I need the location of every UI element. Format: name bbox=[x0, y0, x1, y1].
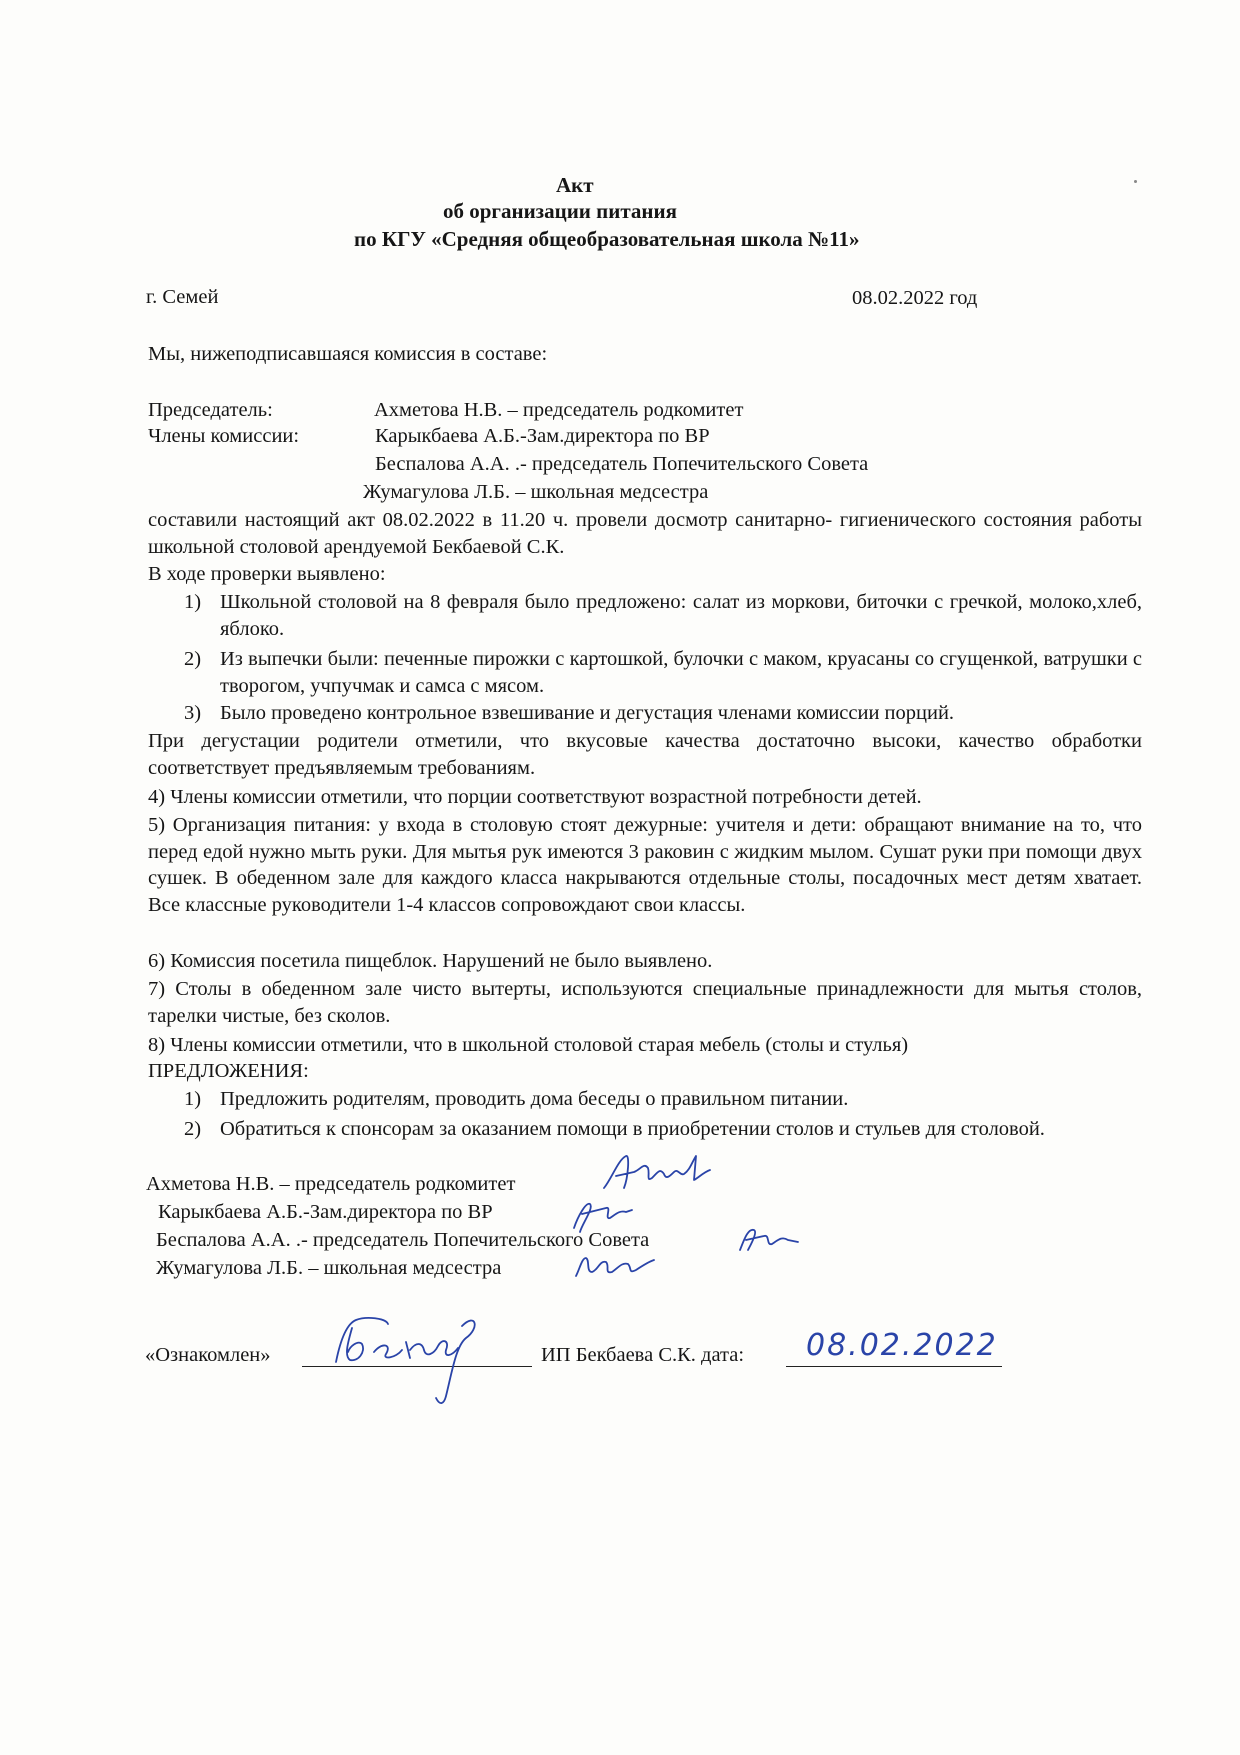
ack-signature bbox=[326, 1302, 496, 1412]
date: 08.02.2022 год bbox=[852, 287, 978, 309]
list-item-number: 3) bbox=[184, 702, 202, 724]
school-name: по КГУ «Средняя общеобразовательная школа №11» bbox=[354, 227, 860, 251]
paragraph-7: 7) Столы в обеденном зале чисто вытерты, используются специальные принадлежности для мытья столов, тарелки чистые, без сколов. bbox=[148, 978, 1142, 1027]
paragraph-8: 8) Члены комиссии отметили, что в школьной столовой старая мебель (столы и стулья) bbox=[148, 1034, 909, 1056]
list-item bbox=[184, 1116, 1142, 1143]
acknowledged-label: «Ознакомлен» bbox=[145, 1344, 271, 1366]
intro-text: Мы, нижеподписавшаяся комиссия в составе: bbox=[148, 343, 548, 365]
paragraph-3: При дегустации родители отметили, что вкусовые качества достаточно высоки, качество обработки соответствует предъявляемым требованиям. bbox=[148, 730, 1142, 779]
list-item bbox=[184, 589, 1142, 642]
list-item-number: 2) bbox=[184, 648, 202, 670]
paragraph-1: составили настоящий акт 08.02.2022 в 11.20 ч. провели досмотр санитарно- гигиенического состояния работы школьной столовой арендуемой Бекбаевой С.К. bbox=[148, 509, 1142, 558]
document-subtitle: об организации питания bbox=[443, 199, 677, 223]
acknowledger-name: ИП Бекбаева С.К. дата: bbox=[541, 1344, 745, 1366]
chair-name: Ахметова Н.В. – председатель родкомитет bbox=[374, 399, 744, 421]
member-2: Беспалова А.А. .- председатель Попечительского Совета bbox=[375, 453, 869, 475]
proposals-heading: ПРЕДЛОЖЕНИЯ: bbox=[148, 1060, 309, 1082]
list-item-text: Было проведено контрольное взвешивание и дегустация членами комиссии порций. bbox=[220, 702, 955, 724]
list-item-number: 1) bbox=[184, 1088, 202, 1110]
list-item-number: 1) bbox=[184, 591, 202, 613]
list-item bbox=[184, 1086, 1142, 1113]
scan-speck bbox=[1134, 180, 1137, 183]
date-underline bbox=[786, 1366, 1002, 1367]
place: г. Семей bbox=[146, 286, 219, 308]
list-item-text: Школьной столовой на 8 февраля было предложено: салат из моркови, биточки с гречкой, молоко,хлеб, яблоко. bbox=[220, 591, 1142, 640]
list-item-text: Предложить родителям, проводить дома беседы о правильном питании. bbox=[220, 1088, 849, 1110]
document-title: Акт bbox=[556, 173, 594, 197]
chair-label: Председатель: bbox=[148, 399, 273, 421]
paragraph-2: В ходе проверки выявлено: bbox=[148, 563, 386, 585]
paragraph-5: 5) Организация питания: у входа в столовую стоят дежурные: учителя и дети: обращают внимание на то, что перед едой нужно мыть руки. Для мытья рук имеются 3 раковин с жидким мылом. Сушат руки при помощи двух сушек. В обеденном зале для каждого класса накрываются отдельные столы, посадочных мест детям хватает. Все классные руководители 1-4 классов сопровождают свои классы. bbox=[148, 814, 1142, 916]
list-item-text: Из выпечки были: печенные пирожки с картошкой, булочки с маком, круасаны со сгущенкой, ватрушки с творогом, учпучмак и самса с мясом. bbox=[220, 648, 1142, 697]
list-item-number: 2) bbox=[184, 1118, 202, 1140]
signature-4 bbox=[570, 1246, 660, 1286]
list-item bbox=[184, 700, 1142, 727]
handwritten-date: 08.02.2022 bbox=[806, 1328, 998, 1363]
signatory-2: Карыкбаева А.Б.-Зам.директора по ВР bbox=[158, 1201, 493, 1223]
list-item-text: Обратиться к спонсорам за оказанием помощи в приобретении столов и стульев для столовой. bbox=[220, 1118, 1045, 1140]
member-3: Жумагулова Л.Б. – школьная медсестра bbox=[363, 481, 709, 503]
member-1: Карыкбаева А.Б.-Зам.директора по ВР bbox=[375, 425, 710, 447]
signature-2 bbox=[568, 1190, 638, 1240]
signatory-4: Жумагулова Л.Б. – школьная медсестра bbox=[156, 1257, 502, 1279]
list-item bbox=[184, 646, 1142, 699]
signatory-1: Ахметова Н.В. – председатель родкомитет bbox=[146, 1173, 516, 1195]
members-label: Члены комиссии: bbox=[148, 425, 300, 447]
paragraph-4: 4) Члены комиссии отметили, что порции соответствуют возрастной потребности детей. bbox=[148, 786, 922, 808]
signature-3 bbox=[734, 1220, 804, 1260]
paragraph-6: 6) Комиссия посетила пищеблок. Нарушений не было выявлено. bbox=[148, 950, 713, 972]
signatory-3: Беспалова А.А. .- председатель Попечительского Совета bbox=[156, 1229, 650, 1251]
